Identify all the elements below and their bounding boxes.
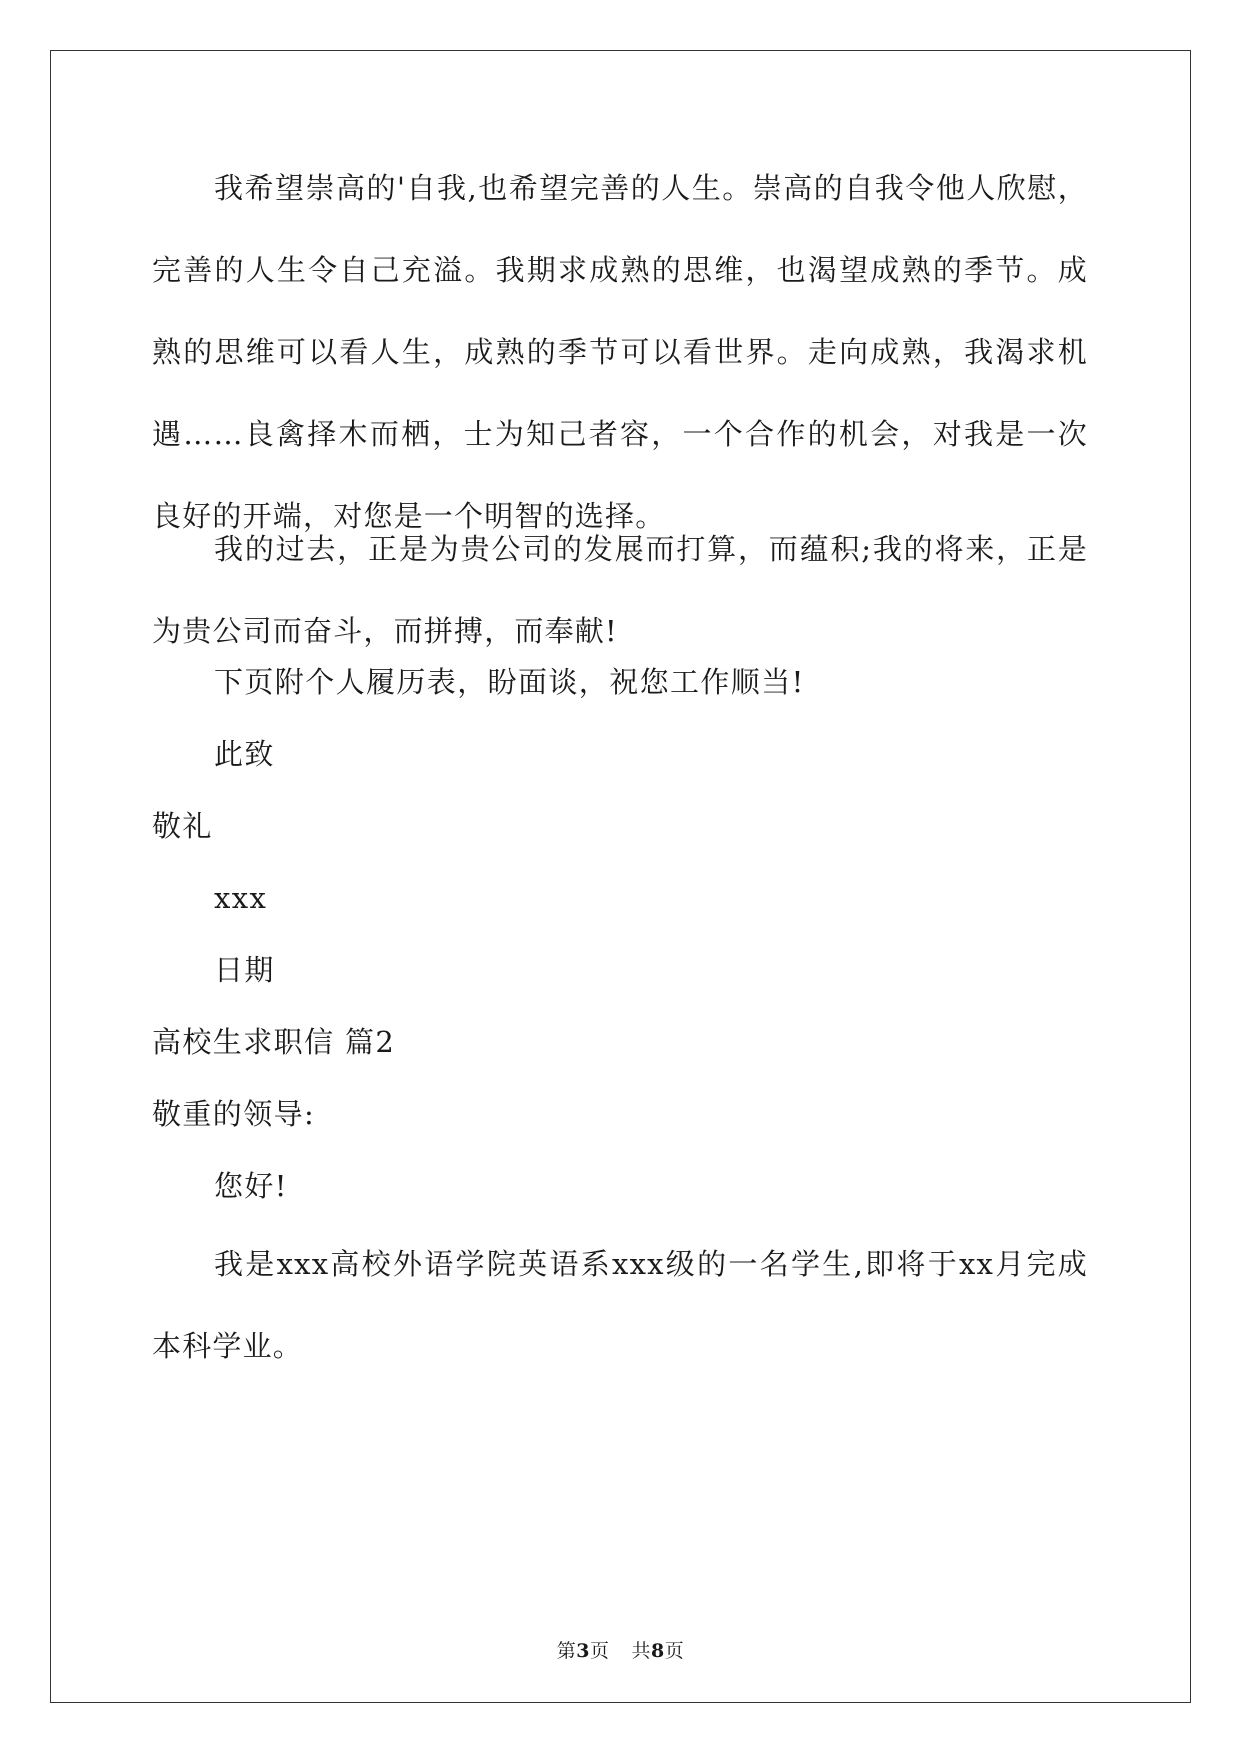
paragraph-resume-note: 下页附个人履历表，盼面谈，祝您工作顺当! [214, 665, 805, 699]
paragraph-commitment: 我的过去，正是为贵公司的发展而打算，而蕴积;我的将来，正是为贵公司而奋斗，而拼搏，而奉献! [152, 532, 1088, 648]
footer-total-pages: 8 [651, 1640, 665, 1662]
footer-page-suffix: 页 [589, 1640, 610, 1662]
paragraph-introduction: 我是xxx高校外语学院英语系xxx级的一名学生,即将于xx月完成本科学业。 [152, 1247, 1088, 1363]
greeting: 您好! [214, 1169, 288, 1203]
closing-jingli: 敬礼 [152, 809, 213, 843]
paragraph-aspiration: 我希望崇高的'自我,也希望完善的人生。崇高的自我令他人欣慰，完善的人生令自己充溢。我期求成熟的思维，也渴望成熟的季节。成熟的思维可以看人生，成熟的季节可以看世界。走向成熟，我渴求机遇……良禽择木而栖，士为知己者容，一个合作的机会，对我是一次良好的开端，对您是一个明智的选择。 [152, 171, 1088, 533]
section-title: 高校生求职信 篇2 [152, 1025, 396, 1059]
footer-page-prefix: 第 [556, 1640, 577, 1662]
page-footer [0, 1636, 1241, 1663]
footer-total-prefix: 共 [631, 1640, 652, 1662]
footer-page-number: 3 [576, 1640, 590, 1662]
signature-date: 日期 [214, 953, 275, 987]
signature-name: xxx [214, 881, 268, 915]
closing-cizhi: 此致 [214, 737, 275, 771]
footer-total-suffix: 页 [664, 1640, 685, 1662]
salutation: 敬重的领导: [152, 1097, 316, 1131]
